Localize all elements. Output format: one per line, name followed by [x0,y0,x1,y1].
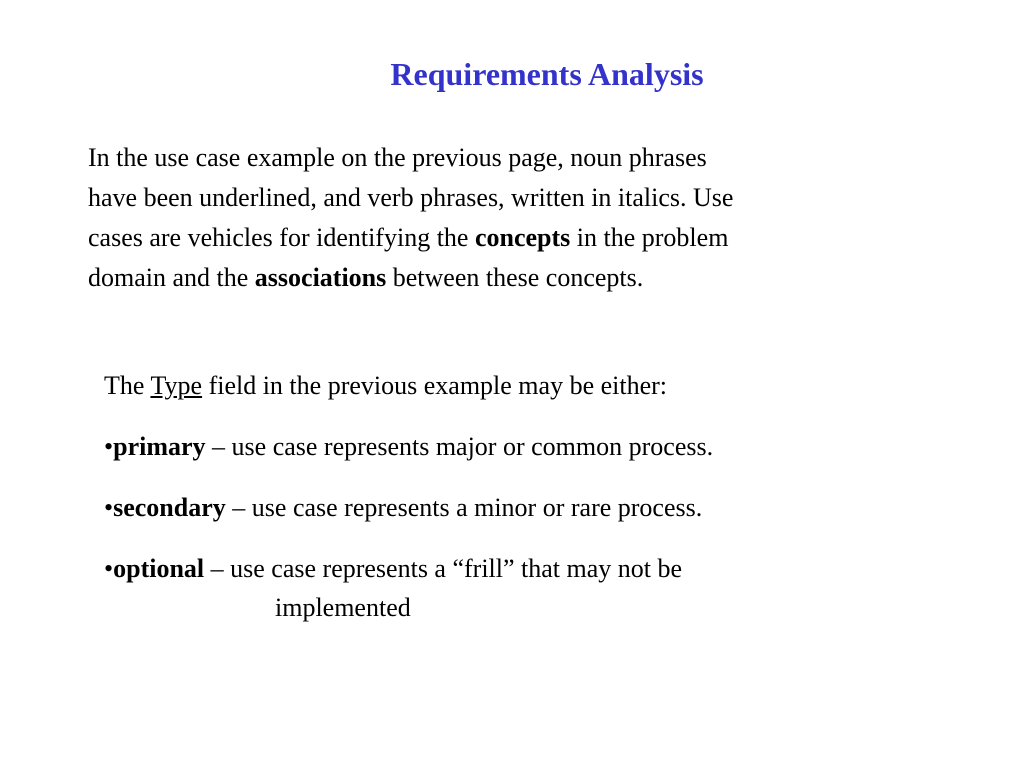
intro-text: cases are vehicles for identifying the [88,223,475,252]
associations-term: associations [254,263,387,292]
type-field-section [104,366,984,627]
bullet-icon: • [104,554,114,583]
bullet-term: primary [113,432,206,461]
bullet-desc: – use case represents a minor or rare process. [225,493,703,522]
type-term: Type [150,371,203,400]
intro-line: In the use case example on the previous page, noun phrases [88,143,707,172]
bullet-desc: – use case represents major or common process. [205,432,714,461]
bullet-term: secondary [113,493,226,522]
slide-title: Requirements Analysis [390,56,704,92]
bullet-desc: – use case represents a “frill” that may not be [204,554,683,583]
bullet-continuation: implemented [275,593,411,622]
bullet-icon: • [104,493,114,522]
bullet-icon: • [104,432,114,461]
intro-text: in the problem [570,223,729,252]
bullet-term: optional [113,554,205,583]
intro-text: domain and the [88,263,255,292]
type-intro-text: field in the previous example may be either: [202,371,668,400]
bullet-item-optional [104,549,984,589]
intro-line [88,218,968,258]
concepts-term: concepts [474,223,571,252]
intro-paragraph [88,138,968,298]
bullet-item-secondary [104,488,984,528]
intro-text: between these concepts. [386,263,644,292]
intro-line: have been underlined, and verb phrases, written in italics. Use [88,183,734,212]
type-intro-text: The [104,371,151,400]
bullet-item-primary [104,427,984,467]
type-field-intro [104,366,984,406]
intro-line [88,258,968,298]
